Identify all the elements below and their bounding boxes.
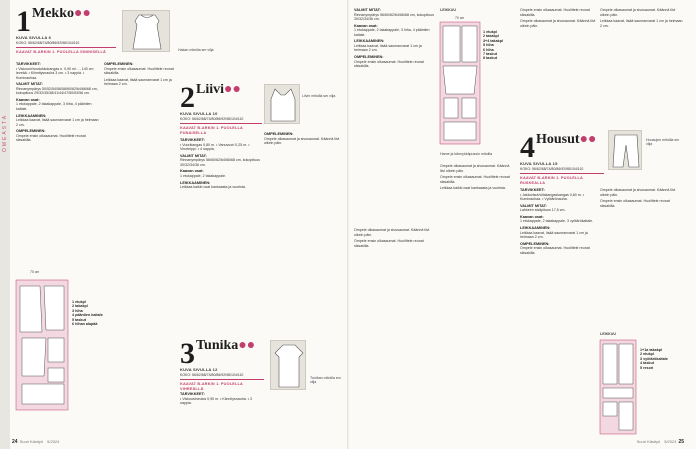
pattern1-text-col2: OMPELEMINEN: Ompele ensin olkasaumat. Huolittele reunat siksakilla. Leikkaa kaavat, lisää saumanvarat 1 cm ja helmaan 2 cm. (104, 62, 174, 87)
pattern1-kuvasivu: KUVA SIVULLA 6 (16, 35, 52, 40)
right-text-col2: Ompele olkasaumat ja sivusaumat. Käännä liivi oikein päin. Ompele ensin olkasaumat. Huolittele reunat siksakilla. Leikkaa kaikki osat kankaasta ja vuorista. (440, 164, 510, 191)
right-text-col3: Ompele ensin olkasaumat. Huolittele reunat siksakilla. Ompele olkasaumat ja sivusaumat. Käännä liivi oikein päin. (520, 8, 596, 28)
right-leikkuu-heading: LEIKKUU (440, 8, 456, 12)
pattern3-text: TARVIKKEET: • Viskoosineulos 0,90 m. • Kiinnitysnauha. • 3 nappia. (180, 392, 253, 405)
pattern1-text-col1: TARVIKKEET: • Viskooni/ruudukkokangas n. 0,90 m/…, 140 cm leveää. • Kiinnitysnauha 3 cm. • 3 nappia. • Kuminauhaa. VALMIT MITAT: Rinnanympärys 50/52/54/56/58/60/62/64/66/68 cm, kokopituus 29/32/35/38/41/44/47/50/53/56 cm. Kaavan osat: 1 etukappale, 2 takakappale, 3 hiha, 4 pääntien kaitale. LEIKKAAMINEN: Leikkaa kaavat, lisää saumanvarat 1 cm ja helmaan 2 cm. OMPELEMINEN: Ompele ensin olkasaumat. Huolittele reunat siksakilla. (16, 62, 99, 143)
pattern1-cutting-layout (16, 272, 102, 412)
pattern4-text-col2: Ompele olkasaumat ja sivusaumat. Käännä liivi oikein päin. Ompele ensin olkasaumat. Huolittele reunat siksakilla. (600, 188, 676, 208)
side-tab (0, 0, 10, 449)
right-text-col1: VALMIT MITAT: Rinnanympärys 56/60/62/64/66/68 cm, kokopituus 30/32/34/36 cm. Kaavan osat: 1 etukappale, 2 takakappale, 3 hiha, 4 pääntien kaitale. LEIKKAAMINEN: Leikkaa kaavat, lisää saumanvarat 1 cm ja helmaan 2 cm. OMPELEMINEN: Ompele ensin olkasaumat. Huolittele reunat siksakilla. (354, 8, 434, 69)
side-tab-label: OMEASTA (2, 113, 8, 153)
pattern1-koko: KOKO: 56/62/68/74/80/86/92/98/104/110 (16, 40, 80, 45)
pattern1-legend: 1 etukpl 2 takakpl 3 hiha 4 pääntien kaitale 5 taskut 6 hihan alapää (72, 300, 103, 327)
pattern2-caption: Liivin mitoilla sm vilja (302, 94, 336, 98)
pattern3-caption: Tunikan mitoilla sm vilja (310, 376, 341, 385)
pattern4-koko: KOKO: 56/62/68/74/80/86/92/98/104/110 (520, 166, 584, 171)
pattern1-number: 1 (16, 8, 31, 38)
right-layout-width: 70 cm (455, 16, 465, 20)
page-fold (347, 0, 349, 449)
pattern2-koko: KOKO: 56/62/68/74/80/86/92/98/104/110 (180, 116, 244, 121)
pattern1-title: Mekko●● (32, 8, 91, 21)
pattern4-title: Housut●● (536, 134, 597, 147)
pattern4-legend: 1+1a takakpl 2 etukpl 3 vyötärökaitale 4 taskut 5 resori (640, 348, 668, 370)
pattern3-tunic-illustration (270, 340, 306, 390)
pattern2-number: 2 (180, 84, 195, 114)
pattern1-dress-illustration (122, 10, 170, 52)
pattern2-text-col2: OMPELEMINEN: Ompele olkasaumat ja sivusaumat. Käännä liivi oikein päin. (264, 132, 340, 145)
pattern4-sheet: KAAVAT B-ARKIN 1. PUOLELLA RUSKEALLA (520, 176, 583, 184)
right-legend: 1 etukpl 2 takakpl 3+4 takakpl 5 hiha 6 hiha 7 taskut 8 taskut (483, 30, 503, 61)
right-page-footer: Suuri Käsityö 5/2024 25 (636, 439, 684, 445)
pattern4-caption: Housujen mitoilla sm vilja (646, 138, 680, 147)
pattern3-koko: KOKO: 56/62/68/74/80/86/92/98/104/110 (180, 372, 244, 377)
left-page-footer: 24 Suuri Käsityö 5/2024 (12, 439, 60, 445)
pattern4-number: 4 (520, 134, 535, 164)
pattern4-kuvasivu: KUVA SIVULLA 15 (520, 161, 558, 166)
pattern3-kuvasivu: KUVA SIVULLA 12 (180, 367, 218, 372)
pattern2-vest-illustration (264, 84, 300, 124)
pattern2-text-col1: TARVIKKEET: • Vuorikangas 0,80 m. • Vanuvuori 0,25 m. • Vinoteippi. • 4 nappia. VALMIT MITAT: Rinnanympärys 56/60/62/64/66/68 cm, kokopituus 30/32/34/36 cm. Kaavan osat: 1 etukappale, 2 takakappale. LEIKKAAMINEN: Leikkaa kaikki osat kankaasta ja vuorista. (180, 138, 260, 190)
pattern1-header (16, 8, 116, 58)
right-caption-a: Hame ja kännykkäpussin mitoilla (440, 152, 493, 156)
pattern4-leikkuu-heading: LEIKKUU (600, 332, 616, 336)
pattern3-header (180, 340, 264, 390)
pattern1-layout-width: 70 cm (30, 270, 40, 274)
pattern1-caption: Hakan mitoilla sm vilja (178, 48, 214, 52)
right-text-col4: Ompele olkasaumat ja sivusaumat. Käännä liivi oikein päin. Leikkaa kaavat, lisää saumanvarat 1 cm ja helmaan 2 cm. (600, 8, 683, 28)
right-text-col1b: Ompele olkasaumat ja sivusaumat. Käännä liivi oikein päin. Ompele ensin olkasaumat. Huolittele reunat siksakilla. (354, 228, 430, 248)
pattern2-kuvasivu: KUVA SIVULLA 10 (180, 111, 218, 116)
pattern2-sheet: KAAVAT B-ARKIN 1. PUOLELLA PUNAISELLA (180, 126, 243, 134)
pattern2-header (180, 84, 262, 134)
pattern4-trousers-illustration (608, 130, 642, 170)
pattern3-sheet: KAAVAT B-ARKIN 1. PUOLELLA VIHREÄLLÄ (180, 382, 243, 390)
pattern4-text-col1: TARVIKKEET: • Jakkorisut/villakangaskangas 0,60 m. • Kuminauhaa. • Vyötärönauha. VALMIT MITAT: Lahkeen sisäpituus 17,5 cm. Kaavan osat: 1 etukappale, 2 takakappale, 3 vyötärökaitale. LEIKKAAMINEN: Leikkaa kaavat, lisää saumanvarat 1 cm ja helmaan 2 cm. OMPELEMINEN: Ompele ensin olkasaumat. Huolittele reunat siksakilla. (520, 188, 594, 255)
pattern4-header (520, 134, 604, 184)
pattern3-title: Tunika●● (196, 340, 256, 353)
pattern1-sheet: KAAVAT B-ARKIN 1. PUOLELLA SININISELLÄ (16, 50, 106, 54)
pattern2-title: Liivi●● (196, 84, 241, 97)
pattern3-number: 3 (180, 340, 195, 370)
